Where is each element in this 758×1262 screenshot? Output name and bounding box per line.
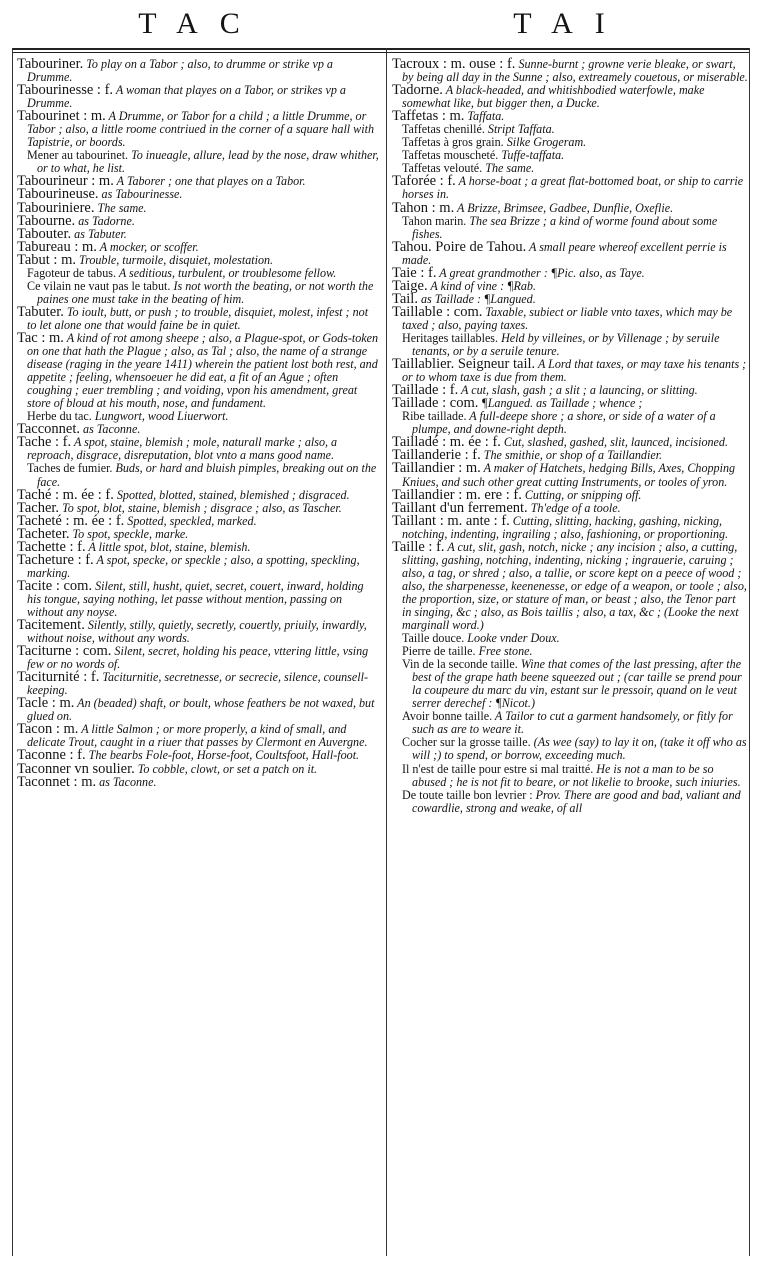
entry-headword: Tacite : com. — [17, 577, 93, 594]
dictionary-entry — [17, 329, 380, 411]
entry-headword: Taillanderie : f. — [392, 447, 481, 464]
dictionary-entry — [17, 671, 380, 697]
dictionary-entry — [17, 697, 380, 723]
entry-definition: A Tailor to cut a garment handsomely, or fitly for such as are to weare it. — [412, 709, 733, 737]
entry-headword: Tacitement. — [17, 617, 85, 634]
entry-headword: Tabuter. — [17, 303, 64, 320]
entry-headword: Tacheter. — [17, 525, 70, 542]
entry-headword: Taffetas mouscheté. — [402, 148, 499, 163]
entry-definition: To cobble, clowt, or set a patch on it. — [134, 761, 318, 776]
top-rule-thin — [12, 52, 750, 53]
entry-headword: Tabouriniere. — [17, 199, 95, 216]
dictionary-entry — [17, 58, 380, 84]
left-border — [12, 48, 13, 1256]
entry-definition: as Taillade : ¶Langued. — [417, 291, 536, 306]
entry-headword: Tailladé : m. ée : f. — [392, 434, 501, 451]
entry-definition: Silent, still, husht, quiet, secret, couert, inward, holding his tongue, saying nothing, let passe without mention, passing on without any noyse. — [27, 578, 364, 619]
entry-headword: Tacheture : f. — [17, 551, 94, 568]
entry-definition: A woman that playes on a Tabor, or strikes vp a Drumme. — [27, 83, 346, 111]
dictionary-entry — [392, 658, 748, 710]
entry-definition: A small peare whereof excellent perrie is made. — [402, 239, 727, 267]
entry-definition: Prov. There are good and bad, valiant and cowardlie, strong and weake, of all — [412, 787, 741, 815]
entry-headword: Ribe taillade. — [402, 409, 467, 424]
entry-headword: Taille douce. — [402, 631, 465, 646]
entry-definition: The same. — [94, 200, 147, 215]
entry-headword: Tabureau : m. — [17, 238, 97, 255]
entry-definition: A Drumme, or Tabor for a child ; a little Drumme, or Tabor ; also, a little roome contriued in the corner of a square hall with Tapistrie, or boords. — [27, 109, 375, 150]
entry-definition: Taffata. — [464, 109, 505, 124]
entry-definition: To play on a Tabor ; also, to drumme or strike vp a Drumme. — [27, 57, 333, 85]
dictionary-entry — [392, 332, 748, 358]
dictionary-entry — [392, 736, 748, 762]
entry-headword: Tacheté : m. ée : f. — [17, 512, 125, 529]
entry-definition: (As wee (say) to lay it on, (take it off who as will ;) to spend, or borrow, exceeding much. — [412, 735, 747, 763]
entry-headword: Taillable : com. — [392, 303, 483, 320]
entry-headword: Tabut : m. — [17, 251, 76, 268]
entry-definition: as Tabourinesse. — [98, 187, 183, 202]
entry-definition: as Taconne. — [96, 774, 157, 789]
entry-headword: Tahon marin. — [402, 213, 467, 228]
entry-definition: A great grandmother : ¶Pic. also, as Taye. — [436, 265, 645, 280]
entry-definition: A Lord that taxes, or may taxe his tenants ; or to whom taxe is due from them. — [402, 357, 747, 385]
entry-definition: Cutting, or snipping off. — [521, 487, 642, 502]
entry-definition: A little Salmon ; or more properly, a kind of small, and delicate Trout, caught in a riuer that passes by Clermont en Auvergne. — [27, 722, 368, 750]
dictionary-entry — [17, 149, 380, 175]
dictionary-entry — [17, 723, 380, 749]
right-column — [392, 58, 748, 815]
dictionary-entry — [392, 538, 748, 633]
entry-definition: The sea Brizze ; a kind of worme found about some fishes. — [412, 213, 718, 241]
entry-definition: Silent, secret, holding his peace, vttering little, vsing few or no words of. — [27, 644, 369, 672]
running-head-left: TAC — [138, 7, 262, 40]
entry-headword: Taige. — [392, 277, 428, 294]
dictionary-entry — [392, 303, 748, 332]
entry-headword: Taffetas chenillé. — [402, 122, 485, 137]
dictionary-entry — [17, 551, 380, 580]
entry-headword: Cocher sur la grosse taille. — [402, 735, 531, 750]
entry-definition: Cut, slashed, gashed, slit, launced, incisioned. — [500, 435, 728, 450]
entry-definition: A black-headed, and whitishbodied waterfowle, make somewhat like, but bigger then, a Ducke. — [402, 83, 705, 111]
dictionary-entry — [392, 58, 748, 84]
entry-headword: Taconne : f. — [17, 747, 86, 764]
entry-definition: A cut, slash, gash ; a slit ; a launcing, or slitting. — [458, 383, 698, 398]
entry-headword: Taillade : com. — [392, 395, 479, 412]
entry-definition: Spotted, blotted, stained, blemished ; disgraced. — [113, 487, 350, 502]
right-border — [749, 48, 750, 1256]
left-column — [17, 58, 380, 789]
dictionary-entry — [17, 462, 380, 488]
entry-headword: Tabourne. — [17, 212, 76, 229]
entry-headword: Taille : f. — [392, 538, 445, 555]
dictionary-entry — [17, 619, 380, 645]
entry-headword: Tahou. Poire de Tahou. — [392, 238, 527, 255]
dictionary-entry — [392, 238, 748, 267]
entry-headword: Tabourinet : m. — [17, 108, 106, 125]
entry-definition: A horse-boat ; a great flat-bottomed boat, or ship to carrie horses in. — [402, 174, 744, 202]
entry-definition: Wine that comes of the last pressing, after the best of the grape hath beene squeezed out ; (car taille se prend pour la coupeure du marc du vin, estant sur le pressoir, quand on le veut serrer derechef : ¶Nicot.) — [412, 657, 742, 711]
entry-definition: To ioult, butt, or push ; to trouble, disquiet, molest, infest ; not to let alone one that would faine be in quiet. — [27, 304, 369, 332]
entry-headword: Taciturnité : f. — [17, 669, 100, 686]
dictionary-entry — [392, 175, 748, 201]
entry-definition: Taciturnitie, secretnesse, or secrecie, silence, counsell-keeping. — [27, 670, 369, 698]
entry-definition: Sunne-burnt ; growne verie bleake, or swart, by being all day in the Sunne ; also, extreamely couetous, or miserable. — [402, 57, 748, 85]
entry-definition: A mocker, or scoffer. — [96, 239, 199, 254]
entry-headword: Taillandier : m. ere : f. — [392, 486, 522, 503]
entry-definition: Held by villeines, or by Villenage ; by seruile tenants, or by a seruile tenure. — [412, 330, 720, 359]
dictionary-entry — [392, 710, 748, 736]
entry-headword: Tachette : f. — [17, 538, 86, 555]
entry-headword: De toute taille bon levrier : — [402, 787, 533, 802]
entry-definition: Looke vnder Doux. — [464, 631, 560, 646]
entry-definition: He is not a man to be so abused ; he is not fit to beare, or not likelie to brooke, such iniuries. — [412, 761, 741, 789]
entry-definition: Silently, stilly, quietly, secretly, couertly, priuily, inwardly, without noise, without any words. — [27, 618, 367, 646]
dictionary-entry — [17, 280, 380, 306]
entry-headword: Tacon : m. — [17, 721, 79, 738]
entry-headword: Taillandier : m. — [392, 460, 481, 477]
entry-definition: ¶Langued. as Taillade ; whence ; — [478, 396, 643, 411]
entry-headword: Tac : m. — [17, 329, 64, 346]
dictionary-entry — [392, 512, 748, 541]
entry-headword: Taconner vn soulier. — [17, 760, 135, 777]
entry-definition: Tuffe-taffata. — [498, 148, 565, 163]
entry-definition: A kind of vine : ¶Rab. — [427, 278, 536, 293]
entry-definition: The smithie, or shop of a Taillandier. — [480, 448, 663, 463]
dictionary-entry — [17, 84, 380, 110]
entry-headword: Taforée : f. — [392, 173, 456, 190]
entry-definition: The same. — [482, 161, 535, 176]
entry-headword: Tabouter. — [17, 225, 72, 242]
column-divider — [386, 48, 387, 1256]
entry-definition: as Tadorne. — [75, 213, 135, 228]
entry-headword: Mener au tabourinet. — [27, 148, 129, 163]
entry-headword: Tacle : m. — [17, 695, 75, 712]
entry-definition: A Taborer ; one that playes on a Tabor. — [113, 174, 306, 189]
entry-headword: Heritages taillables. — [402, 330, 499, 345]
entry-headword: Taffetas velouté. — [402, 161, 483, 176]
entry-headword: Tacconnet. — [17, 421, 80, 438]
entry-definition: Cutting, slitting, hacking, gashing, nicking, notching, indenting, ingrailing ; also, fashioning, or proportioning. — [402, 513, 729, 541]
entry-headword: Tabourineur : m. — [17, 173, 114, 190]
entry-definition: Stript Taffata. — [484, 122, 555, 137]
entry-headword: Taillant d'un ferrement. — [392, 499, 528, 516]
entry-definition: as Taconne. — [80, 422, 141, 437]
entry-definition: Lungwort, wood Liuerwort. — [91, 409, 229, 424]
entry-definition: A little spot, blot, staine, blemish. — [85, 539, 251, 554]
entry-definition: A seditious, turbulent, or troublesome fellow. — [116, 265, 337, 280]
entry-headword: Tabouriner. — [17, 56, 84, 72]
entry-headword: Taffetas : m. — [392, 108, 465, 125]
entry-headword: Fagoteur de tabus. — [27, 265, 117, 280]
entry-definition: To spot, blot, staine, blemish ; disgrace ; also, as Tascher. — [59, 500, 342, 515]
entry-definition: Silke Grogeram. — [503, 135, 587, 150]
entry-headword: Herbe du tac. — [27, 409, 92, 424]
entry-definition: Taxable, subiect or liable vnto taxes, which may be taxed ; also, paying taxes. — [402, 304, 733, 332]
entry-headword: Vin de la seconde taille. — [402, 657, 518, 672]
entry-headword: Taches de fumier. — [27, 461, 113, 476]
entry-definition: Is not worth the beating, or not worth the paines one must take in the beating of him. — [37, 278, 374, 306]
entry-headword: Taffetas à gros grain. — [402, 135, 504, 150]
entry-headword: Tahon : m. — [392, 199, 455, 216]
dictionary-entry — [392, 410, 748, 436]
entry-headword: Avoir bonne taille. — [402, 709, 493, 724]
entry-headword: Taie : f. — [392, 264, 437, 281]
entry-headword: Pierre de taille. — [402, 644, 476, 659]
entry-headword: Il n'est de taille pour estre si mal traitté. — [402, 761, 594, 776]
dictionary-entry — [17, 303, 380, 332]
entry-definition: The bearbs Fole-foot, Horse-foot, Coultsfoot, Hall-foot. — [85, 748, 360, 763]
dictionary-entry — [392, 763, 748, 789]
entry-headword: Taillade : f. — [392, 382, 459, 399]
entry-definition: A kind of rot among sheepe ; also, a Plague-spot, or Gods-token on one that hath the Plague ; also, as Tal ; also, the name of a strange disease (raging in the yeare 1411) wherein the patient lost both rest, and appetite ; feeling, whensoeuer he did eat, a fit of an Ague ; often coughing ; euer trembling ; and voiding, vpon his amendment, great store of bloud at his mouth, nose, and fundament. — [27, 330, 379, 411]
top-rule — [12, 48, 750, 50]
entry-definition: To spot, speckle, marke. — [69, 526, 189, 541]
entry-definition: A cut, slit, gash, notch, nicke ; any incision ; also, a cutting, slitting, gashing, notching, indenting, nicking ; ingrauerie, caruing ; also, a tag, or shred ; also, a tallie, or score kept on a peece of wood ; also, the sharpenesse, keenenesse, or edge of a weapon, or toole ; also, the proportion, size, or stature of man, or beast ; also, the Tenor part in singing, &c ; also, as Bois taillis ; also, a tax, &c ; (Looke the next marginall word.) — [402, 539, 747, 633]
entry-definition: An (beaded) shaft, or boult, whose feathers be not waxed, but glued on. — [27, 696, 375, 724]
entry-definition: Buds, or hard and bluish pimples, breaking out on the face. — [37, 461, 377, 489]
entry-headword: Taciturne : com. — [17, 643, 112, 660]
entry-headword: Tail. — [392, 290, 418, 307]
entry-definition: Trouble, turmoile, disquiet, molestation. — [76, 252, 274, 267]
entry-headword: Tabourinesse : f. — [17, 82, 114, 99]
entry-definition: To inueagle, allure, lead by the nose, draw whither, or to what, he list. — [37, 148, 379, 176]
entry-headword: Ce vilain ne vaut pas le tabut. — [27, 278, 171, 293]
dictionary-entry — [17, 110, 380, 149]
entry-headword: Taconnet : m. — [17, 773, 97, 790]
dictionary-entry — [392, 215, 748, 241]
entry-headword: Tabourineuse. — [17, 186, 99, 203]
dictionary-entry — [17, 436, 380, 462]
entry-headword: Tacher. — [17, 499, 60, 516]
entry-definition: A full-deepe shore ; a shore, or side of a water of a plumpe, and downe-right depth. — [412, 409, 716, 437]
dictionary-entry — [17, 577, 380, 619]
entry-definition: A spot, staine, blemish ; mole, naturall marke ; also, a reproach, disgrace, disreputation, blot vnto a mans good name. — [27, 435, 338, 463]
entry-headword: Tacroux : m. ouse : f. — [392, 56, 516, 72]
dictionary-entry — [392, 358, 748, 384]
entry-headword: Tache : f. — [17, 434, 72, 451]
dictionary-entry — [17, 773, 380, 790]
dictionary-entry — [392, 789, 748, 815]
entry-definition: Spotted, speckled, marked. — [124, 513, 257, 528]
entry-definition: as Tabuter. — [71, 226, 127, 241]
entry-headword: Taillant : m. ante : f. — [392, 512, 510, 529]
dictionary-entry — [392, 84, 748, 110]
entry-definition: Th'edge of a toole. — [527, 500, 621, 515]
entry-headword: Taillablier. Seigneur tail. — [392, 356, 536, 373]
entry-headword: Taché : m. ée : f. — [17, 486, 114, 503]
running-head-right: TAI — [513, 7, 627, 40]
entry-definition: A maker of Hatchets, hedging Bills, Axes, Chopping Kniues, and such other great cutting Instruments, or tooles of yron. — [402, 461, 736, 489]
entry-definition: A Brizze, Brimsee, Gadbee, Dunflie, Oxeflie. — [454, 200, 674, 215]
entry-headword: Tadorne. — [392, 82, 443, 99]
dictionary-entry — [392, 462, 748, 488]
entry-definition: Free stone. — [475, 644, 533, 659]
entry-definition: A spot, specke, or speckle ; also, a spotting, speckling, marking. — [27, 552, 360, 580]
dictionary-entry — [17, 645, 380, 671]
